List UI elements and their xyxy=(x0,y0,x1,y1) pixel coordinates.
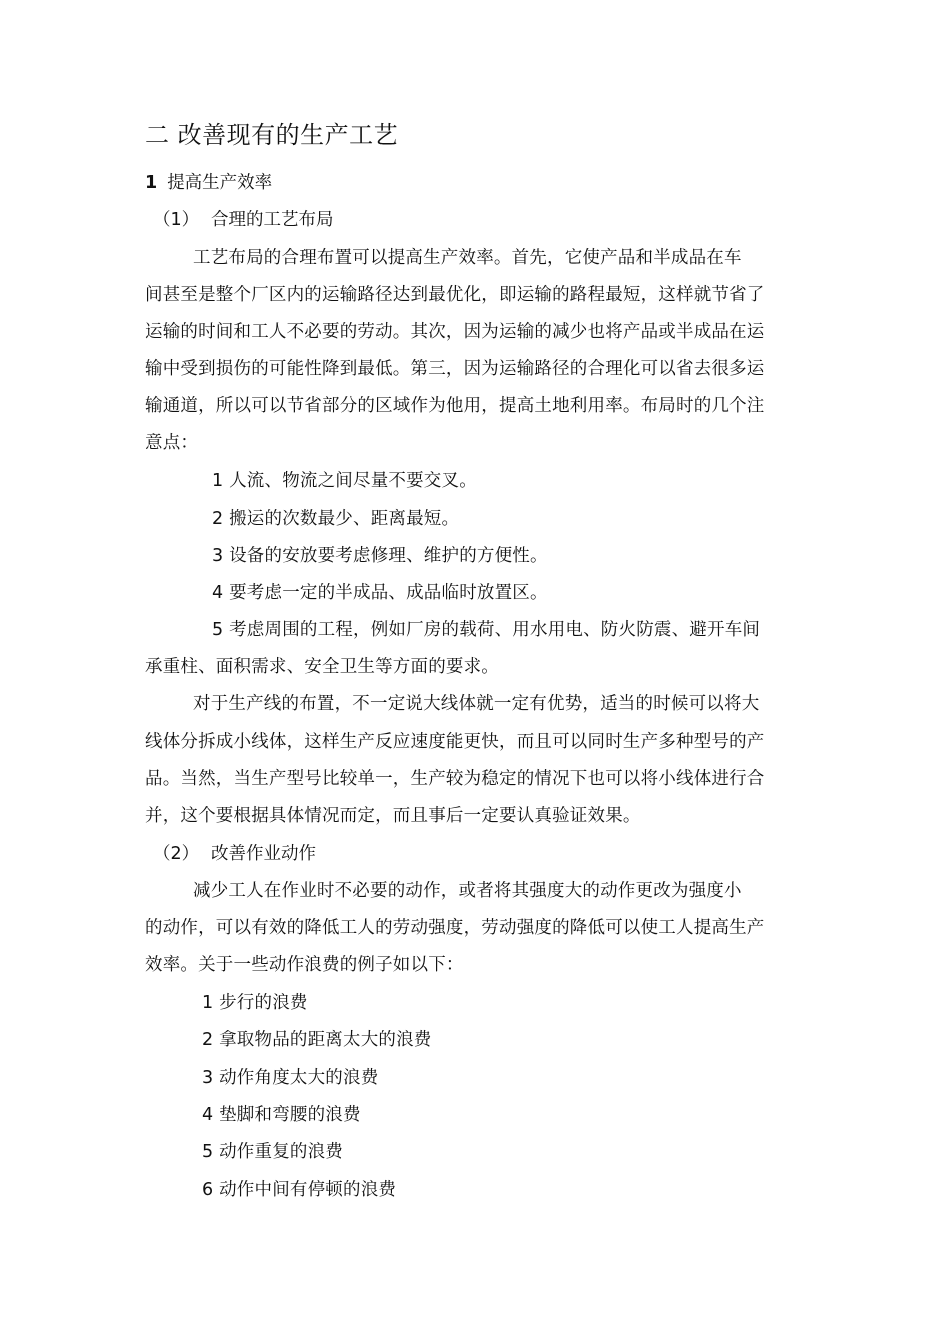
list-item: 1 人流、物流之间尽量不要交叉。 xyxy=(212,471,477,491)
paragraph-line: 意点： xyxy=(145,433,199,453)
paragraph-line: 输通道，所以可以节省部分的区域作为他用，提高土地利用率。布局时的几个注 xyxy=(145,396,765,416)
list-item: 6 动作中间有停顿的浪费 xyxy=(202,1180,397,1200)
subsection-number: 1 xyxy=(145,173,158,193)
list-item: 4 垫脚和弯腰的浪费 xyxy=(202,1105,361,1125)
subsection-heading xyxy=(145,172,272,194)
paragraph-line: 对于生产线的布置，不一定说大线体就一定有优势，适当的时候可以将大 xyxy=(193,694,760,714)
paragraph-line: 减少工人在作业时不必要的动作，或者将其强度大的动作更改为强度小 xyxy=(193,881,742,901)
item-heading-2 xyxy=(145,843,316,865)
paragraph-line: 间甚至是整个厂区内的运输路径达到最优化，即运输的路程最短，这样就节省了 xyxy=(145,285,765,305)
paragraph-line: 运输的时间和工人不必要的劳动。其次，因为运输的减少也将产品或半成品在运 xyxy=(145,322,765,342)
paragraph-line: 工艺布局的合理布置可以提高生产效率。首先，它使产品和半成品在车 xyxy=(193,248,742,268)
list-item: 5 动作重复的浪费 xyxy=(202,1142,343,1162)
paragraph-line: 并，这个要根据具体情况而定，而且事后一定要认真验证效果。 xyxy=(145,806,641,826)
list-item: 4 要考虑一定的半成品、成品临时放置区。 xyxy=(212,583,548,603)
list-item: 1 步行的浪费 xyxy=(202,993,308,1013)
item-heading-1 xyxy=(145,209,334,231)
list-item: 2 搬运的次数最少、距离最短。 xyxy=(212,509,460,529)
paragraph-line: 的动作，可以有效的降低工人的劳动强度，劳动强度的降低可以使工人提高生产 xyxy=(145,918,765,938)
paragraph-line: 效率。关于一些动作浪费的例子如以下： xyxy=(145,955,464,975)
item-number: （2） xyxy=(153,844,200,864)
item-number: （1） xyxy=(153,210,200,230)
paragraph-line: 线体分拆成小线体，这样生产反应速度能更快，而且可以同时生产多种型号的产 xyxy=(145,732,765,752)
list-item: 2 拿取物品的距离太大的浪费 xyxy=(202,1030,432,1050)
subsection-title: 提高生产效率 xyxy=(167,173,273,193)
list-item: 5 考虑周围的工程，例如厂房的载荷、用水用电、防火防震、避开车间 xyxy=(212,620,761,640)
item-title: 合理的工艺布局 xyxy=(211,210,334,230)
paragraph-line: 品。当然，当生产型号比较单一，生产较为稳定的情况下也可以将小线体进行合 xyxy=(145,769,765,789)
paragraph-line: 输中受到损伤的可能性降到最低。第三，因为运输路径的合理化可以省去很多运 xyxy=(145,359,765,379)
item-title: 改善作业动作 xyxy=(211,844,316,864)
section-heading: 二 改善现有的生产工艺 xyxy=(145,121,399,149)
list-item-continuation: 承重柱、面积需求、安全卫生等方面的要求。 xyxy=(145,657,499,677)
list-item: 3 设备的安放要考虑修理、维护的方便性。 xyxy=(212,546,548,566)
list-item: 3 动作角度太大的浪费 xyxy=(202,1068,379,1088)
